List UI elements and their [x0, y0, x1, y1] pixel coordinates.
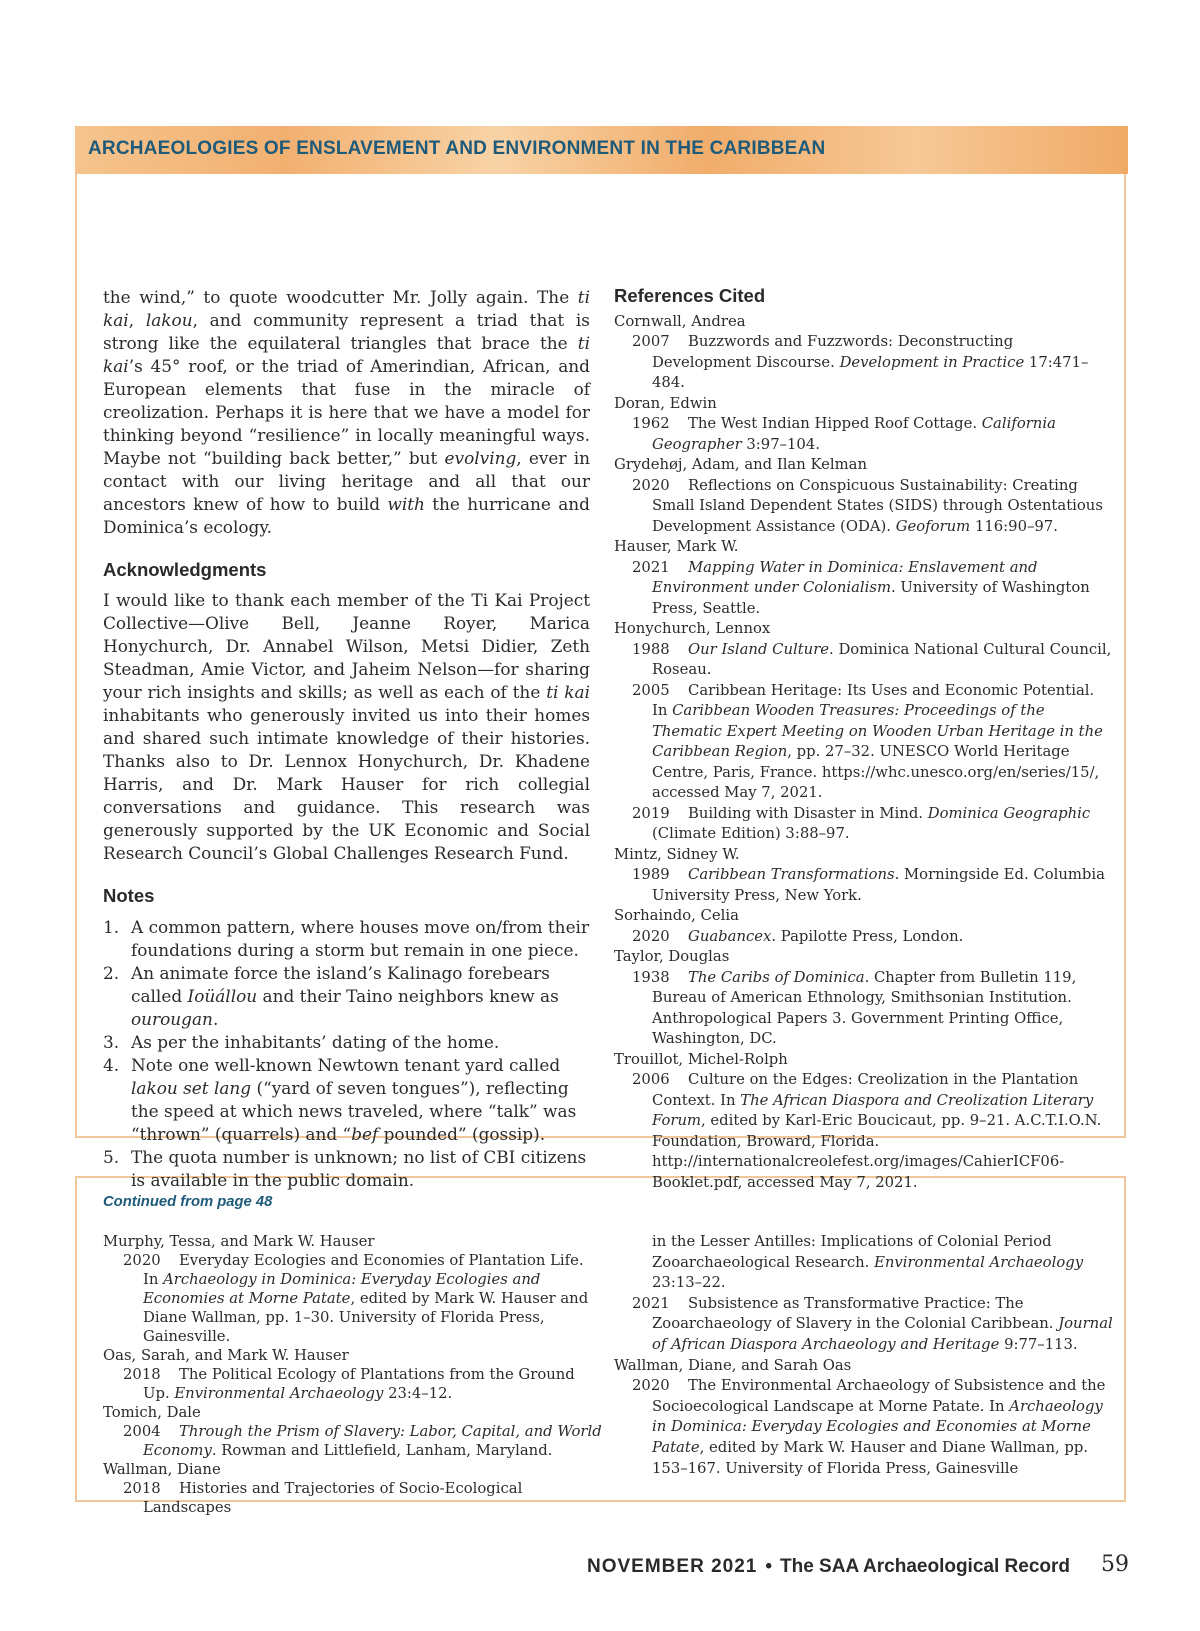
reference-text: Mapping Water in Dominica: Enslavement and Environment under Colonialism. University of Washington Press, Seattle. [652, 558, 1090, 617]
reference-year: 2006 [632, 1071, 670, 1088]
reference-year: 2019 [632, 804, 670, 822]
references-list [614, 312, 1114, 1194]
reference-year: 1988 [632, 640, 670, 658]
note-item [103, 1031, 590, 1054]
reference-author: Hauser, Mark W. [614, 538, 739, 555]
continued-left-column [103, 1232, 603, 1517]
reference-entry [614, 312, 1114, 394]
notes-heading: Notes [103, 885, 155, 906]
reference-entry [103, 1403, 603, 1460]
reference-entry [614, 1294, 1114, 1356]
reference-text: Through the Prism of Slavery: Labor, Capital, and World Economy. Rowman and Littlefield, Lanham, Maryland. [143, 1423, 602, 1459]
page-number: 59 [1101, 1552, 1129, 1577]
reference-author: Oas, Sarah, and Mark W. Hauser [103, 1347, 349, 1364]
reference-item [614, 865, 1114, 906]
reference-item [614, 968, 1114, 1050]
reference-entry [614, 845, 1114, 907]
note-text: As per the inhabitants’ dating of the home. [131, 1032, 500, 1052]
footer-bullet: • [765, 1556, 772, 1577]
reference-item [614, 804, 1114, 845]
reference-text: Culture on the Edges: Creolization in the Plantation Context. In The African Diaspora and Creolization Literary Forum, edited by Karl-Eric Boucicaut, pp. 9–21. A.C.T.I.O.N. Foundation, Broward, Florida. http://internationalcreolefest.org/images/CahierICF06-Booklet.pdf, accessed May 7, 2021. [652, 1071, 1102, 1191]
acknowledgments-paragraph: I would like to thank each member of the Ti Kai Project Collective—Olive Bell, Jeanne Royer, Marica Honychurch, Dr. Annabel Wilson, Metsi Didier, Zeth Steadman, Amie Victor, and Jaheim Nelson—for sharing your rich insights and skills; as well as each of the ti kai inhabitants who generously invited us into their homes and shared such intimate knowledge of their histories. Thanks also to Dr. Lennox Honychurch, Dr. Khadene Harris, and Dr. Mark Hauser for rich collegial conversations and guidance. This research was generously supported by the UK Economic and Social Research Council’s Global Challenges Research Fund. [103, 590, 590, 863]
reference-text: Caribbean Heritage: Its Uses and Economic Potential. In Caribbean Wooden Treasures: Proceedings of the Thematic Expert Meeting on Wooden Urban Heritage in the Caribbean Region, pp. 27–32. UNESCO World Heritage Centre, Paris, France. https://whc.unesco.org/en/series/15/, accessed May 7, 2021. [652, 681, 1103, 801]
reference-entry [614, 537, 1114, 619]
reference-year: 2007 [632, 333, 670, 350]
section-title: ARCHAEOLOGIES OF ENSLAVEMENT AND ENVIRONMENT IN THE CARIBBEAN [88, 138, 826, 159]
reference-year: 2018 [123, 1480, 161, 1497]
reference-author: Sorhaindo, Celia [614, 907, 739, 924]
reference-text: Guabancex. Papilotte Press, London. [688, 927, 964, 945]
reference-author: Doran, Edwin [614, 394, 717, 412]
reference-year: 2020 [632, 476, 670, 494]
note-number: 3. [103, 1032, 120, 1052]
note-item [103, 1054, 590, 1146]
reference-entry [103, 1460, 603, 1517]
footer-month: NOVEMBER 2021 [587, 1556, 758, 1577]
reference-author: Trouillot, Michel-Rolph [614, 1050, 788, 1068]
reference-entry [103, 1346, 603, 1403]
reference-item [614, 414, 1114, 455]
references-column [614, 286, 1114, 1193]
reference-year: 2004 [123, 1423, 161, 1440]
reference-author: Wallman, Diane, and Sarah Oas [614, 1356, 852, 1374]
reference-year: 2021 [632, 558, 670, 576]
reference-entry [614, 947, 1114, 1050]
reference-entry [614, 394, 1114, 456]
reference-text: Subsistence as Transformative Practice: The Zooarchaeology of Slavery in the Colonial Caribbean. Journal of African Diaspora Archaeology and Heritage 9:77–113. [652, 1294, 1113, 1353]
reference-entry [614, 619, 1114, 845]
note-item [103, 916, 590, 962]
reference-entry [614, 1356, 1114, 1480]
reference-item [103, 1479, 603, 1517]
note-text: An animate force the island’s Kalinago forebears called Ioüállou and their Taino neighbors knew as ourougan. [131, 963, 559, 1029]
reference-year: 2020 [632, 1377, 670, 1395]
intro-paragraph: the wind,” to quote woodcutter Mr. Jolly again. The ti kai, lakou, and community represent a triad that is strong like the equilateral triangles that brace the ti kai’s 45° roof, or the triad of Amerindian, African, and European elements that fuse in the miracle of creolization. Perhaps it is here that we have a model for thinking beyond “resilience” in locally meaningful ways. Maybe not “building back better,” but evolving, ever in contact with our living heritage and all that our ancestors knew of how to build with the hurricane and Dominica’s ecology. [103, 287, 590, 537]
continued-right-column [614, 1232, 1114, 1479]
reference-item [614, 1376, 1114, 1479]
reference-text: The Caribs of Dominica. Chapter from Bulletin 119, Bureau of American Ethnology, Smithsonian Institution. Anthropological Papers 3. Government Printing Office, Washington, DC. [652, 968, 1077, 1047]
reference-text: Building with Disaster in Mind. Dominica Geographic (Climate Edition) 3:88–97. [652, 804, 1091, 842]
reference-item [614, 558, 1114, 620]
references-heading: References Cited [614, 285, 766, 306]
note-text: The quota number is unknown; no list of CBI citizens is available in the public domain. [131, 1147, 587, 1190]
reference-item [103, 1251, 603, 1346]
reference-entry [614, 906, 1114, 947]
reference-item [103, 1365, 603, 1403]
reference-entry [614, 455, 1114, 537]
continued-label: Continued from page 48 [103, 1194, 273, 1210]
reference-author: Taylor, Douglas [614, 948, 730, 965]
note-number: 2. [103, 963, 120, 983]
reference-item [614, 927, 1114, 948]
reference-author: Tomich, Dale [103, 1404, 201, 1421]
reference-text: Buzzwords and Fuzzwords: Deconstructing Development Discourse. Development in Practice 17:471–484. [652, 333, 1089, 391]
page-footer [587, 1556, 1070, 1578]
reference-year: 2005 [632, 681, 670, 699]
reference-author: Wallman, Diane [103, 1461, 221, 1478]
note-text: A common pattern, where houses move on/from their foundations during a storm but remain in one piece. [131, 917, 590, 960]
reference-author: Cornwall, Andrea [614, 312, 746, 330]
reference-year: 1938 [632, 968, 670, 986]
note-item [103, 1146, 590, 1192]
reference-author: Grydehøj, Adam, and Ilan Kelman [614, 456, 868, 473]
reference-year: 2020 [123, 1252, 161, 1269]
reference-text: The Environmental Archaeology of Subsistence and the Socioecological Landscape at Morne Patate. In Archaeology in Dominica: Everyday Ecologies and Economies at Morne Patate, edited by Mark W. Hauser and Diane Wallman, pp. 153–167. University of Florida Press, Gainesville [652, 1377, 1106, 1477]
reference-author: Murphy, Tessa, and Mark W. Hauser [103, 1233, 375, 1250]
section-banner [75, 126, 1128, 174]
reference-item [614, 640, 1114, 681]
reference-text: Everyday Ecologies and Economies of Plantation Life. In Archaeology in Dominica: Everyday Ecologies and Economies at Morne Patate, edited by Mark W. Hauser and Diane Wallman, pp. 1–30. University of Florida Press, Gainesville. [143, 1252, 589, 1345]
reference-item [614, 1070, 1114, 1193]
note-number: 5. [103, 1147, 120, 1167]
reference-text: The Political Ecology of Plantations from the Ground Up. Environmental Archaeology 23:4–12. [143, 1366, 575, 1402]
reference-year: 1989 [632, 866, 670, 883]
reference-text: Our Island Culture. Dominica National Cultural Council, Roseau. [652, 640, 1112, 678]
reference-entry [614, 1050, 1114, 1194]
reference-item [103, 1422, 603, 1460]
reference-item [614, 1294, 1114, 1356]
reference-item [614, 332, 1114, 394]
reference-year: 2018 [123, 1366, 161, 1383]
footer-publication: The SAA Archaeological Record [780, 1556, 1070, 1577]
reference-continuation: in the Lesser Antilles: Implications of Colonial Period Zooarchaeological Research. Environmental Archaeology 23:13–22. [652, 1233, 1084, 1292]
reference-text: Caribbean Transformations. Morningside Ed. Columbia University Press, New York. [652, 866, 1105, 904]
note-item [103, 962, 590, 1031]
reference-item [614, 681, 1114, 804]
reference-year: 2020 [632, 927, 670, 945]
reference-year: 2021 [632, 1294, 670, 1312]
left-column [103, 286, 590, 1192]
reference-year: 1962 [632, 415, 670, 432]
reference-item [614, 476, 1114, 538]
reference-author: Honychurch, Lennox [614, 620, 771, 637]
note-number: 4. [103, 1055, 120, 1075]
acknowledgments-heading: Acknowledgments [103, 559, 267, 580]
note-number: 1. [103, 917, 120, 937]
reference-author: Mintz, Sidney W. [614, 845, 740, 863]
continued-right-list [614, 1294, 1114, 1479]
note-text: Note one well-known Newtown tenant yard called lakou set lang (“yard of seven tongues”), reflecting the speed at which news traveled, where “talk” was “thrown” (quarrels) and “bef pounded” (gossip). [131, 1055, 577, 1144]
reference-entry [103, 1232, 603, 1346]
reference-text: Reflections on Conspicuous Sustainability: Creating Small Island Dependent States (SIDS) through Ostentatious Development Assistance (ODA). Geoforum 116:90–97. [652, 476, 1103, 535]
notes-list [103, 916, 590, 1192]
reference-text: The West Indian Hipped Roof Cottage. California Geographer 3:97–104. [652, 415, 1056, 453]
reference-text: Histories and Trajectories of Socio-Ecological Landscapes [143, 1480, 523, 1516]
